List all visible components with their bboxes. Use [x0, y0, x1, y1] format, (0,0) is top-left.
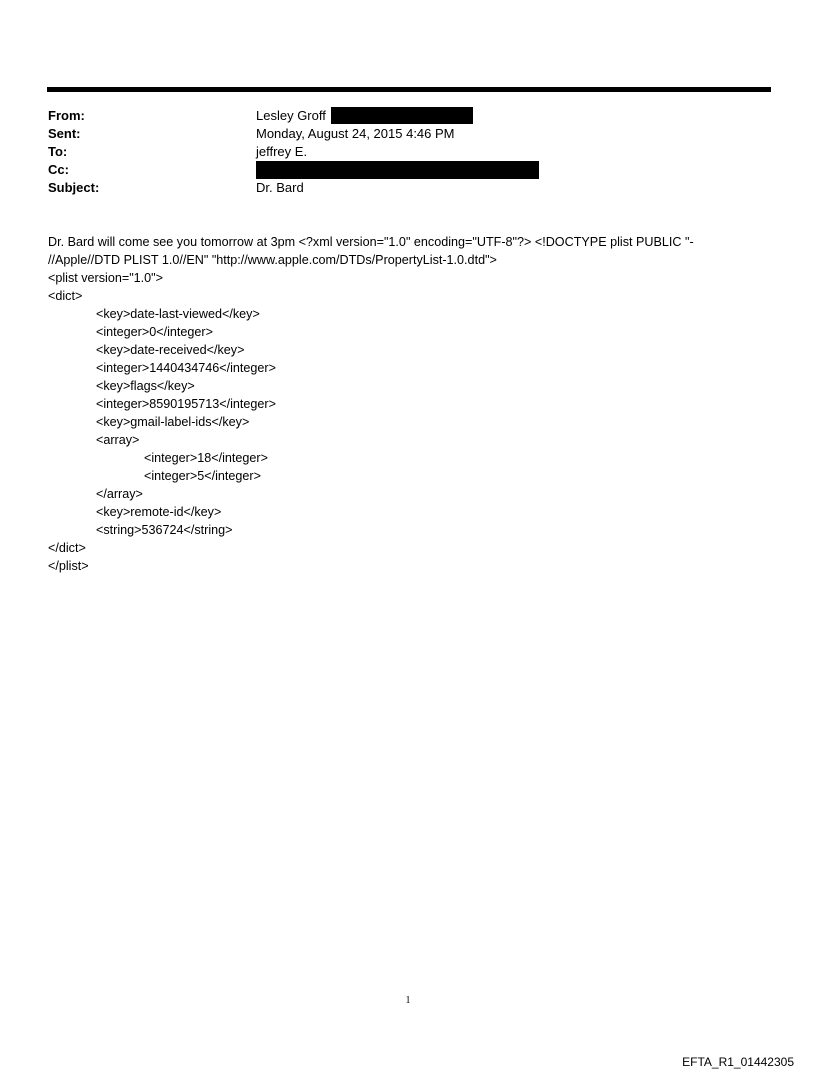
body-line: </plist> — [48, 559, 89, 573]
body-line: </array> — [96, 487, 143, 501]
body-line: <integer>8590195713</integer> — [96, 397, 276, 411]
subject-label: Subject: — [48, 180, 100, 195]
redaction-block — [256, 161, 539, 179]
to-value: jeffrey E. — [256, 144, 308, 159]
body-line: <dict> — [48, 289, 83, 303]
cc-label: Cc: — [48, 162, 69, 177]
body-line: <key>remote-id</key> — [96, 505, 222, 519]
body-line: <key>gmail-label-ids</key> — [96, 415, 250, 429]
header-divider — [47, 87, 771, 92]
body-line: <string>536724</string> — [96, 523, 233, 537]
body-line: <plist version="1.0"> — [48, 271, 164, 285]
redaction-block — [331, 107, 473, 124]
from-value: Lesley Groff — [256, 108, 326, 123]
document-id: EFTA_R1_01442305 — [682, 1055, 794, 1069]
body-line: <integer>0</integer> — [96, 325, 213, 339]
body-line: <integer>18</integer> — [144, 451, 268, 465]
body-line: Dr. Bard will come see you tomorrow at 3pm <?xml version="1.0" encoding="UTF-8"?> <!DOCTYPE plist PUBLIC "- — [48, 235, 694, 249]
body-line: <integer>5</integer> — [144, 469, 261, 483]
sent-label: Sent: — [48, 126, 81, 141]
body-line: <key>date-last-viewed</key> — [96, 307, 260, 321]
body-line: </dict> — [48, 541, 86, 555]
subject-value: Dr. Bard — [256, 180, 304, 195]
to-label: To: — [48, 144, 68, 159]
body-line: <key>date-received</key> — [96, 343, 245, 357]
email-body — [48, 233, 772, 575]
page-number: 1 — [405, 995, 411, 1006]
sent-value: Monday, August 24, 2015 4:46 PM — [256, 126, 455, 141]
body-line: <integer>1440434746</integer> — [96, 361, 276, 375]
body-line: //Apple//DTD PLIST 1.0//EN" "http://www.apple.com/DTDs/PropertyList-1.0.dtd"> — [48, 253, 497, 267]
from-label: From: — [48, 108, 85, 123]
body-line: <key>flags</key> — [96, 379, 195, 393]
body-line: <array> — [96, 433, 140, 447]
